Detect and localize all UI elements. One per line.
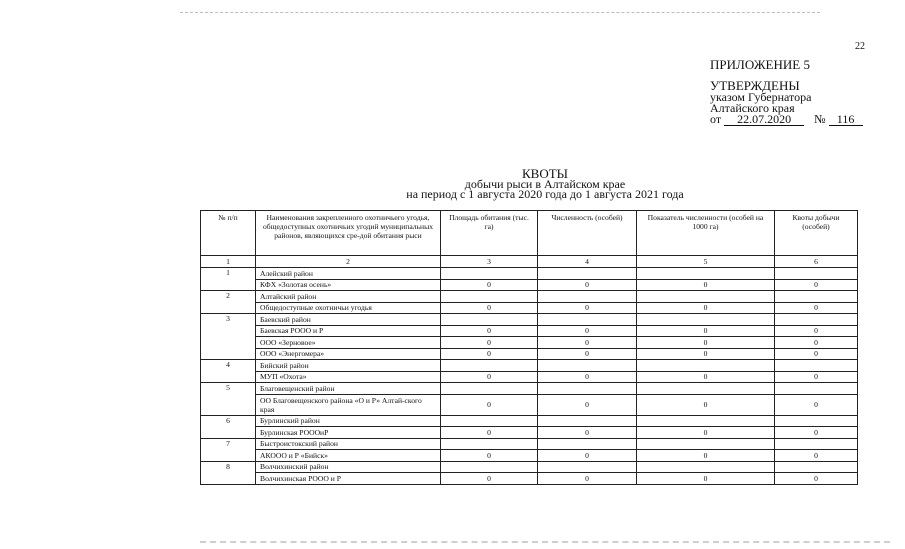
- district-name: Алтайский район: [256, 291, 441, 303]
- area-cell: 0: [441, 348, 538, 360]
- appendix-label: ПРИЛОЖЕНИЕ 5: [710, 57, 810, 72]
- decree-number: 116: [829, 114, 863, 126]
- header-density: Показатель численности (особей на 1000 га): [637, 211, 775, 256]
- district-row: [201, 268, 858, 280]
- district-row: [201, 360, 858, 372]
- column-number: 2: [256, 256, 441, 268]
- document-subtitle: добычи рыси в Алтайском крае: [464, 177, 626, 191]
- quota-cell: 0: [775, 427, 858, 439]
- table-row: [201, 348, 858, 360]
- column-number: 3: [441, 256, 538, 268]
- district-name: Бурлинский район: [256, 415, 441, 427]
- decree-date: 22.07.2020: [724, 114, 804, 126]
- district-name: Алейский район: [256, 268, 441, 280]
- density-cell: 0: [637, 371, 775, 383]
- table-row: [201, 450, 858, 462]
- header-index: № п/п: [201, 211, 256, 256]
- row-index: 4: [201, 360, 256, 383]
- hunting-ground-name: Бурлинская РОООиР: [256, 427, 441, 439]
- area-cell: 0: [441, 394, 538, 415]
- density-cell: 0: [637, 394, 775, 415]
- density-cell: 0: [637, 325, 775, 337]
- district-row: [201, 314, 858, 326]
- column-number: 4: [538, 256, 637, 268]
- hunting-ground-name: Баевская РООО и Р: [256, 325, 441, 337]
- count-cell: 0: [538, 279, 637, 291]
- density-cell: 0: [637, 337, 775, 349]
- table-row: [201, 337, 858, 349]
- area-cell: 0: [441, 279, 538, 291]
- district-row: [201, 461, 858, 473]
- quota-cell: 0: [775, 371, 858, 383]
- approved-title: УТВЕРЖДЕНЫ: [710, 78, 800, 93]
- district-name: Быстроистокский район: [256, 438, 441, 450]
- row-index: 7: [201, 438, 256, 461]
- approved-by-line: указом Губернатора: [710, 90, 812, 104]
- district-row: [201, 438, 858, 450]
- table-row: [201, 394, 858, 415]
- area-cell: 0: [441, 450, 538, 462]
- hunting-ground-name: ОО Благовещенского района «О и Р» Алтай-ского края: [256, 394, 441, 415]
- column-number: 5: [637, 256, 775, 268]
- row-index: 2: [201, 291, 256, 314]
- document-period: на период с 1 августа 2020 года до 1 августа 2021 года: [406, 187, 684, 201]
- area-cell: 0: [441, 337, 538, 349]
- hunting-ground-name: МУП «Охота»: [256, 371, 441, 383]
- scan-edge-top: [180, 12, 820, 13]
- quota-cell: 0: [775, 394, 858, 415]
- count-cell: 0: [538, 325, 637, 337]
- density-cell: 0: [637, 473, 775, 485]
- density-cell: 0: [637, 279, 775, 291]
- header-count: Численность (особей): [538, 211, 637, 256]
- decree-date-number-line: [710, 114, 863, 126]
- hunting-ground-name: Волчихинская РООО и Р: [256, 473, 441, 485]
- area-cell: 0: [441, 302, 538, 314]
- quota-table: [200, 210, 858, 485]
- count-cell: 0: [538, 394, 637, 415]
- district-row: [201, 291, 858, 303]
- district-name: Волчихинский район: [256, 461, 441, 473]
- document-title: КВОТЫ: [521, 166, 568, 181]
- district-name: Благовещенский район: [256, 383, 441, 395]
- quota-cell: 0: [775, 450, 858, 462]
- table-row: [201, 371, 858, 383]
- district-name: Баевский район: [256, 314, 441, 326]
- count-cell: 0: [538, 473, 637, 485]
- area-cell: 0: [441, 473, 538, 485]
- row-index: 6: [201, 415, 256, 438]
- count-cell: 0: [538, 302, 637, 314]
- table-row: [201, 427, 858, 439]
- density-cell: 0: [637, 427, 775, 439]
- table-header-row: [201, 211, 858, 256]
- density-cell: 0: [637, 348, 775, 360]
- table-row: [201, 279, 858, 291]
- count-cell: 0: [538, 371, 637, 383]
- column-number: 6: [775, 256, 858, 268]
- quota-cell: 0: [775, 348, 858, 360]
- approved-region-line: Алтайского края: [710, 101, 795, 115]
- hunting-ground-name: Общедоступные охотничьи угодья: [256, 302, 441, 314]
- row-index: 1: [201, 268, 256, 291]
- area-cell: 0: [441, 427, 538, 439]
- count-cell: 0: [538, 337, 637, 349]
- table-row: [201, 473, 858, 485]
- count-cell: 0: [538, 450, 637, 462]
- hunting-ground-name: ООО «Зерновое»: [256, 337, 441, 349]
- row-index: 5: [201, 383, 256, 416]
- row-index: 8: [201, 461, 256, 484]
- count-cell: 0: [538, 427, 637, 439]
- header-area: Площадь обитания (тыс. га): [441, 211, 538, 256]
- hunting-ground-name: ООО «Энергомера»: [256, 348, 441, 360]
- quota-cell: 0: [775, 473, 858, 485]
- page-number: 22: [855, 41, 865, 52]
- number-label: №: [814, 112, 826, 126]
- header-quota: Квоты добычи (особей): [775, 211, 858, 256]
- district-name: Бийский район: [256, 360, 441, 372]
- column-number-row: [201, 256, 858, 268]
- table-row: [201, 325, 858, 337]
- quota-cell: 0: [775, 302, 858, 314]
- quota-cell: 0: [775, 325, 858, 337]
- hunting-ground-name: АКООО и Р «Бийск»: [256, 450, 441, 462]
- from-label: от: [710, 112, 722, 126]
- district-row: [201, 415, 858, 427]
- header-hunting-ground: Наименования закрепленного охотничьего угодья, общедоступных охотничьих угодий муниципальных районов, являющихся сре-дой обитания рыси: [256, 211, 441, 256]
- table-row: [201, 302, 858, 314]
- hunting-ground-name: КФХ «Золотая осень»: [256, 279, 441, 291]
- row-index: 3: [201, 314, 256, 360]
- quota-cell: 0: [775, 337, 858, 349]
- area-cell: 0: [441, 325, 538, 337]
- column-number: 1: [201, 256, 256, 268]
- density-cell: 0: [637, 450, 775, 462]
- quota-cell: 0: [775, 279, 858, 291]
- count-cell: 0: [538, 348, 637, 360]
- scan-edge-bottom: [200, 541, 890, 543]
- district-row: [201, 383, 858, 395]
- area-cell: 0: [441, 371, 538, 383]
- density-cell: 0: [637, 302, 775, 314]
